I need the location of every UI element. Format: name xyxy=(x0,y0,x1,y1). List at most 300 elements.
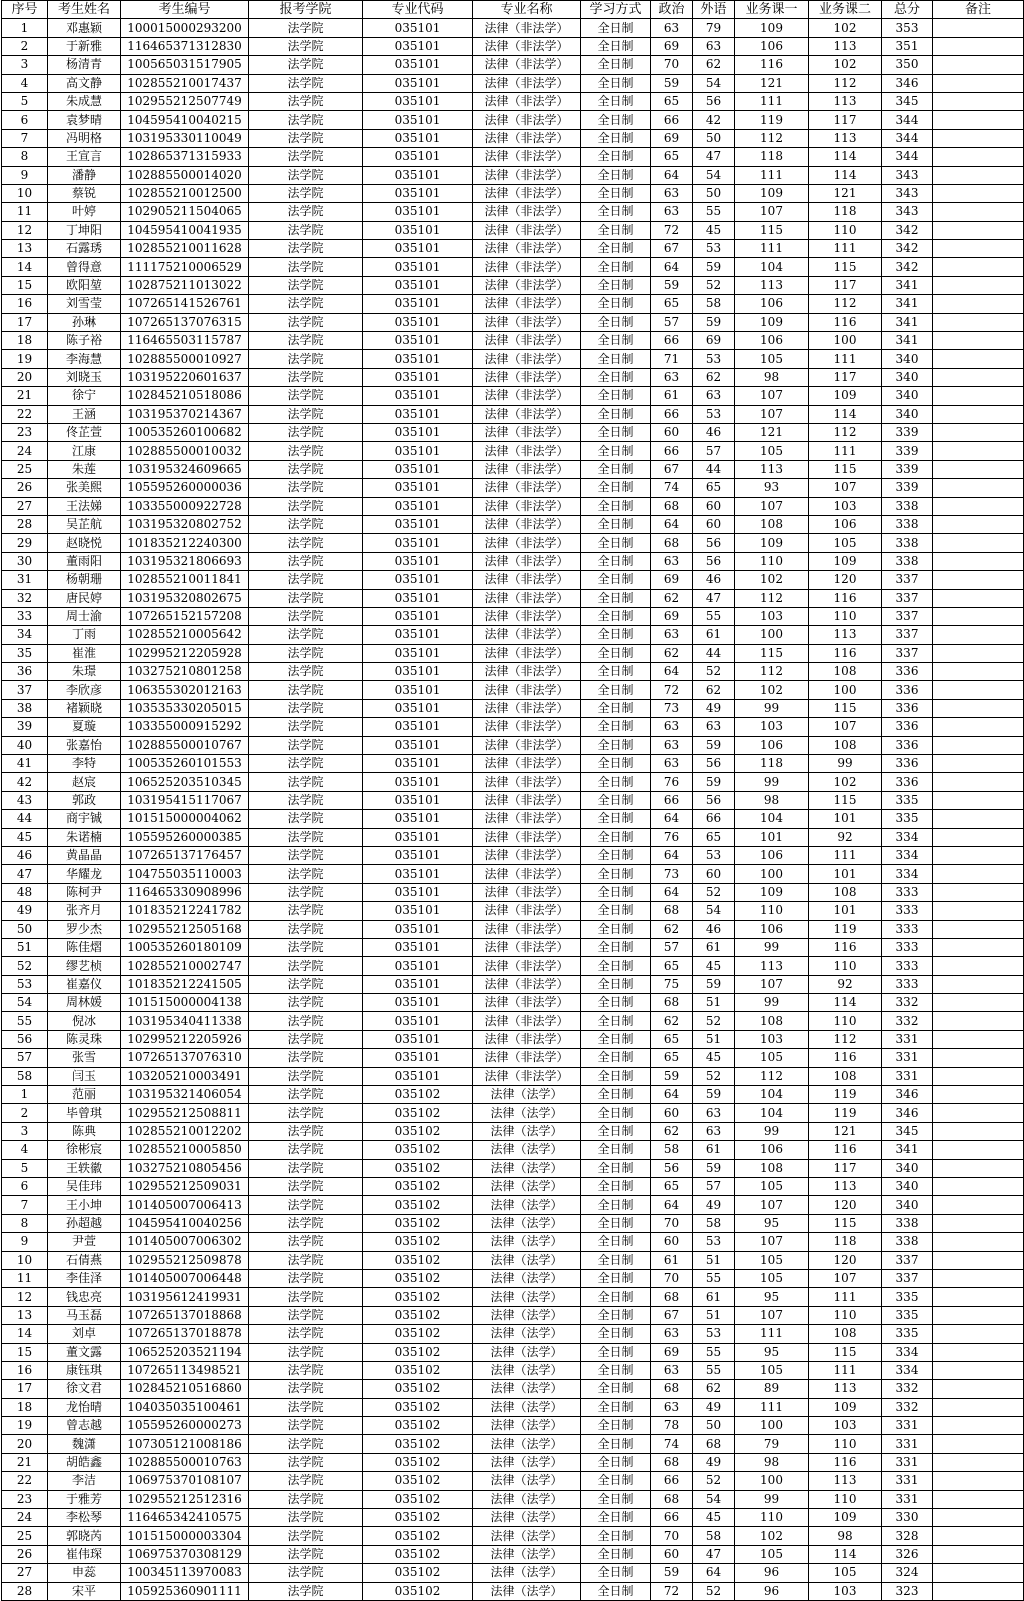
cell-college: 法学院 xyxy=(249,56,363,74)
cell-politics: 63 xyxy=(651,203,693,221)
cell-study-mode: 全日制 xyxy=(581,313,651,331)
cell-foreign-language: 49 xyxy=(693,1398,735,1416)
cell-exam-id: 101515000003304 xyxy=(121,1527,249,1545)
cell-study-mode: 全日制 xyxy=(581,791,651,809)
cell-exam-id: 104035035100461 xyxy=(121,1398,249,1416)
cell-index: 49 xyxy=(2,902,48,920)
cell-remarks xyxy=(933,957,1024,975)
cell-politics: 66 xyxy=(651,332,693,350)
cell-foreign-language: 65 xyxy=(693,479,735,497)
cell-foreign-language: 60 xyxy=(693,497,735,515)
cell-course-one: 79 xyxy=(735,1435,809,1453)
cell-remarks xyxy=(933,699,1024,717)
cell-course-two: 120 xyxy=(809,1196,882,1214)
cell-name: 曾得意 xyxy=(48,258,121,276)
cell-exam-id: 102865371315933 xyxy=(121,148,249,166)
cell-name: 夏璇 xyxy=(48,718,121,736)
cell-name: 申蕊 xyxy=(48,1564,121,1582)
cell-course-one: 105 xyxy=(735,1178,809,1196)
cell-course-two: 92 xyxy=(809,828,882,846)
cell-major-name: 法律（非法学） xyxy=(473,74,581,92)
cell-college: 法学院 xyxy=(249,1159,363,1177)
cell-exam-id: 102855210011841 xyxy=(121,571,249,589)
cell-course-two: 108 xyxy=(809,736,882,754)
table-row xyxy=(2,258,1024,276)
cell-course-two: 113 xyxy=(809,129,882,147)
cell-total: 341 xyxy=(882,295,933,313)
cell-total: 343 xyxy=(882,166,933,184)
cell-major-name: 法律（非法学） xyxy=(473,589,581,607)
cell-exam-id: 102955212507749 xyxy=(121,92,249,110)
cell-total: 335 xyxy=(882,810,933,828)
cell-college: 法学院 xyxy=(249,1417,363,1435)
cell-name: 朱璟 xyxy=(48,663,121,681)
cell-course-two: 111 xyxy=(809,1361,882,1379)
cell-index: 22 xyxy=(2,405,48,423)
cell-major-name: 法律（非法学） xyxy=(473,332,581,350)
table-row xyxy=(2,718,1024,736)
table-row xyxy=(2,846,1024,864)
cell-total: 344 xyxy=(882,148,933,166)
cell-index: 17 xyxy=(2,1380,48,1398)
cell-course-one: 101 xyxy=(735,828,809,846)
cell-remarks xyxy=(933,755,1024,773)
cell-major-code: 035101 xyxy=(363,589,473,607)
cell-index: 32 xyxy=(2,589,48,607)
cell-name: 陈佳熠 xyxy=(48,938,121,956)
cell-study-mode: 全日制 xyxy=(581,846,651,864)
cell-politics: 72 xyxy=(651,221,693,239)
cell-major-name: 法律（法学） xyxy=(473,1564,581,1582)
cell-index: 11 xyxy=(2,203,48,221)
cell-remarks xyxy=(933,534,1024,552)
cell-major-name: 法律（非法学） xyxy=(473,387,581,405)
table-row xyxy=(2,1361,1024,1379)
cell-course-one: 108 xyxy=(735,1012,809,1030)
cell-major-code: 035102 xyxy=(363,1527,473,1545)
cell-politics: 60 xyxy=(651,1104,693,1122)
cell-remarks xyxy=(933,773,1024,791)
cell-major-code: 035101 xyxy=(363,681,473,699)
cell-exam-id: 105595260000273 xyxy=(121,1417,249,1435)
cell-exam-id: 106975370108107 xyxy=(121,1472,249,1490)
cell-major-name: 法律（非法学） xyxy=(473,240,581,258)
cell-foreign-language: 61 xyxy=(693,626,735,644)
cell-remarks xyxy=(933,258,1024,276)
cell-course-two: 102 xyxy=(809,56,882,74)
cell-course-one: 118 xyxy=(735,755,809,773)
cell-college: 法学院 xyxy=(249,791,363,809)
cell-foreign-language: 61 xyxy=(693,1288,735,1306)
cell-politics: 74 xyxy=(651,479,693,497)
cell-politics: 66 xyxy=(651,111,693,129)
cell-major-code: 035102 xyxy=(363,1582,473,1600)
cell-foreign-language: 69 xyxy=(693,332,735,350)
cell-study-mode: 全日制 xyxy=(581,681,651,699)
cell-total: 337 xyxy=(882,626,933,644)
cell-course-two: 114 xyxy=(809,994,882,1012)
cell-foreign-language: 53 xyxy=(693,846,735,864)
cell-foreign-language: 51 xyxy=(693,1251,735,1269)
cell-total: 334 xyxy=(882,846,933,864)
cell-index: 6 xyxy=(2,111,48,129)
table-row xyxy=(2,221,1024,239)
cell-major-name: 法律（法学） xyxy=(473,1509,581,1527)
cell-study-mode: 全日制 xyxy=(581,552,651,570)
cell-college: 法学院 xyxy=(249,111,363,129)
cell-index: 29 xyxy=(2,534,48,552)
table-row xyxy=(2,773,1024,791)
cell-foreign-language: 59 xyxy=(693,975,735,993)
cell-study-mode: 全日制 xyxy=(581,1049,651,1067)
table-row xyxy=(2,92,1024,110)
cell-foreign-language: 49 xyxy=(693,699,735,717)
header-major-name: 专业名称 xyxy=(473,1,581,19)
header-study-mode: 学习方式 xyxy=(581,1,651,19)
cell-major-code: 035101 xyxy=(363,626,473,644)
cell-college: 法学院 xyxy=(249,1361,363,1379)
cell-exam-id: 107265137176457 xyxy=(121,846,249,864)
cell-exam-id: 103195370214367 xyxy=(121,405,249,423)
cell-politics: 63 xyxy=(651,718,693,736)
cell-exam-id: 106525203521194 xyxy=(121,1343,249,1361)
table-row xyxy=(2,1067,1024,1085)
cell-politics: 69 xyxy=(651,607,693,625)
cell-course-two: 115 xyxy=(809,699,882,717)
cell-college: 法学院 xyxy=(249,626,363,644)
table-row xyxy=(2,883,1024,901)
cell-index: 57 xyxy=(2,1049,48,1067)
cell-major-name: 法律（非法学） xyxy=(473,258,581,276)
cell-remarks xyxy=(933,350,1024,368)
cell-index: 9 xyxy=(2,1233,48,1251)
cell-index: 31 xyxy=(2,571,48,589)
cell-exam-id: 102855210005642 xyxy=(121,626,249,644)
cell-major-code: 035101 xyxy=(363,19,473,37)
cell-foreign-language: 47 xyxy=(693,1545,735,1563)
cell-total: 339 xyxy=(882,442,933,460)
cell-index: 26 xyxy=(2,479,48,497)
cell-study-mode: 全日制 xyxy=(581,699,651,717)
cell-major-code: 035102 xyxy=(363,1306,473,1324)
cell-major-code: 035101 xyxy=(363,773,473,791)
cell-politics: 66 xyxy=(651,791,693,809)
cell-college: 法学院 xyxy=(249,1435,363,1453)
cell-major-code: 035102 xyxy=(363,1564,473,1582)
cell-course-two: 110 xyxy=(809,1490,882,1508)
cell-remarks xyxy=(933,607,1024,625)
cell-major-name: 法律（非法学） xyxy=(473,497,581,515)
cell-study-mode: 全日制 xyxy=(581,332,651,350)
table-row xyxy=(2,571,1024,589)
cell-major-name: 法律（非法学） xyxy=(473,203,581,221)
cell-total: 346 xyxy=(882,74,933,92)
cell-total: 340 xyxy=(882,1178,933,1196)
cell-total: 336 xyxy=(882,736,933,754)
table-row xyxy=(2,240,1024,258)
cell-course-two: 108 xyxy=(809,1067,882,1085)
cell-major-name: 法律（法学） xyxy=(473,1104,581,1122)
cell-college: 法学院 xyxy=(249,350,363,368)
table-row xyxy=(2,1288,1024,1306)
cell-politics: 72 xyxy=(651,1582,693,1600)
cell-major-name: 法律（法学） xyxy=(473,1343,581,1361)
cell-total: 323 xyxy=(882,1582,933,1600)
cell-name: 宋平 xyxy=(48,1582,121,1600)
cell-study-mode: 全日制 xyxy=(581,1141,651,1159)
table-row xyxy=(2,1306,1024,1324)
cell-index: 28 xyxy=(2,1582,48,1600)
cell-course-one: 99 xyxy=(735,699,809,717)
cell-course-two: 113 xyxy=(809,1380,882,1398)
cell-name: 蔡锐 xyxy=(48,184,121,202)
cell-index: 20 xyxy=(2,1435,48,1453)
cell-name: 石露琇 xyxy=(48,240,121,258)
cell-politics: 69 xyxy=(651,129,693,147)
cell-remarks xyxy=(933,1509,1024,1527)
cell-college: 法学院 xyxy=(249,957,363,975)
cell-study-mode: 全日制 xyxy=(581,442,651,460)
cell-index: 21 xyxy=(2,387,48,405)
cell-politics: 65 xyxy=(651,957,693,975)
cell-remarks xyxy=(933,975,1024,993)
cell-politics: 69 xyxy=(651,571,693,589)
cell-major-name: 法律（非法学） xyxy=(473,129,581,147)
cell-college: 法学院 xyxy=(249,92,363,110)
cell-major-code: 035101 xyxy=(363,203,473,221)
cell-study-mode: 全日制 xyxy=(581,883,651,901)
table-row xyxy=(2,1086,1024,1104)
cell-name: 佟芷萱 xyxy=(48,423,121,441)
cell-total: 343 xyxy=(882,184,933,202)
cell-total: 336 xyxy=(882,755,933,773)
cell-course-two: 109 xyxy=(809,552,882,570)
cell-total: 330 xyxy=(882,1509,933,1527)
cell-study-mode: 全日制 xyxy=(581,902,651,920)
cell-index: 14 xyxy=(2,258,48,276)
cell-name: 王法娣 xyxy=(48,497,121,515)
cell-total: 332 xyxy=(882,1380,933,1398)
cell-major-name: 法律（法学） xyxy=(473,1417,581,1435)
cell-major-name: 法律（非法学） xyxy=(473,221,581,239)
cell-course-two: 121 xyxy=(809,184,882,202)
cell-major-name: 法律（法学） xyxy=(473,1545,581,1563)
table-row xyxy=(2,994,1024,1012)
table-row xyxy=(2,975,1024,993)
table-row xyxy=(2,1214,1024,1232)
cell-index: 54 xyxy=(2,994,48,1012)
cell-college: 法学院 xyxy=(249,1122,363,1140)
cell-major-name: 法律（非法学） xyxy=(473,791,581,809)
cell-index: 8 xyxy=(2,1214,48,1232)
cell-remarks xyxy=(933,19,1024,37)
cell-study-mode: 全日制 xyxy=(581,1343,651,1361)
cell-college: 法学院 xyxy=(249,423,363,441)
cell-total: 333 xyxy=(882,938,933,956)
cell-study-mode: 全日制 xyxy=(581,1306,651,1324)
cell-remarks xyxy=(933,736,1024,754)
cell-major-name: 法律（非法学） xyxy=(473,1012,581,1030)
cell-course-two: 109 xyxy=(809,1509,882,1527)
cell-major-code: 035102 xyxy=(363,1159,473,1177)
table-row xyxy=(2,166,1024,184)
cell-total: 333 xyxy=(882,883,933,901)
cell-exam-id: 100535260101553 xyxy=(121,755,249,773)
cell-total: 340 xyxy=(882,368,933,386)
table-row xyxy=(2,423,1024,441)
cell-major-name: 法律（非法学） xyxy=(473,111,581,129)
cell-study-mode: 全日制 xyxy=(581,405,651,423)
cell-foreign-language: 52 xyxy=(693,1067,735,1085)
cell-college: 法学院 xyxy=(249,166,363,184)
cell-major-name: 法律（非法学） xyxy=(473,313,581,331)
cell-foreign-language: 61 xyxy=(693,1141,735,1159)
cell-exam-id: 116465330908996 xyxy=(121,883,249,901)
cell-exam-id: 102955212508811 xyxy=(121,1104,249,1122)
table-row xyxy=(2,368,1024,386)
cell-course-one: 104 xyxy=(735,1086,809,1104)
cell-course-two: 117 xyxy=(809,1159,882,1177)
cell-index: 18 xyxy=(2,1398,48,1416)
cell-total: 343 xyxy=(882,203,933,221)
cell-index: 42 xyxy=(2,773,48,791)
cell-course-one: 103 xyxy=(735,607,809,625)
cell-exam-id: 105595260000036 xyxy=(121,479,249,497)
cell-index: 26 xyxy=(2,1545,48,1563)
cell-exam-id: 103195612419931 xyxy=(121,1288,249,1306)
cell-major-code: 035101 xyxy=(363,994,473,1012)
cell-study-mode: 全日制 xyxy=(581,1030,651,1048)
cell-college: 法学院 xyxy=(249,442,363,460)
cell-major-code: 035101 xyxy=(363,699,473,717)
cell-major-code: 035101 xyxy=(363,423,473,441)
cell-course-two: 116 xyxy=(809,589,882,607)
table-row xyxy=(2,1343,1024,1361)
cell-remarks xyxy=(933,1306,1024,1324)
cell-foreign-language: 55 xyxy=(693,1343,735,1361)
cell-major-code: 035101 xyxy=(363,607,473,625)
cell-total: 326 xyxy=(882,1545,933,1563)
cell-foreign-language: 55 xyxy=(693,1269,735,1287)
cell-foreign-language: 56 xyxy=(693,92,735,110)
cell-index: 53 xyxy=(2,975,48,993)
cell-study-mode: 全日制 xyxy=(581,994,651,1012)
cell-college: 法学院 xyxy=(249,1288,363,1306)
cell-major-name: 法律（非法学） xyxy=(473,699,581,717)
cell-total: 346 xyxy=(882,1086,933,1104)
cell-exam-id: 103195320802675 xyxy=(121,589,249,607)
cell-exam-id: 102845210516860 xyxy=(121,1380,249,1398)
cell-index: 25 xyxy=(2,460,48,478)
cell-study-mode: 全日制 xyxy=(581,1086,651,1104)
cell-name: 王轶徽 xyxy=(48,1159,121,1177)
cell-college: 法学院 xyxy=(249,920,363,938)
cell-college: 法学院 xyxy=(249,387,363,405)
cell-college: 法学院 xyxy=(249,74,363,92)
cell-foreign-language: 57 xyxy=(693,442,735,460)
cell-major-name: 法律（非法学） xyxy=(473,350,581,368)
cell-study-mode: 全日制 xyxy=(581,166,651,184)
cell-study-mode: 全日制 xyxy=(581,92,651,110)
cell-exam-id: 102855210012202 xyxy=(121,1122,249,1140)
cell-course-one: 95 xyxy=(735,1343,809,1361)
cell-index: 10 xyxy=(2,184,48,202)
table-row xyxy=(2,552,1024,570)
cell-remarks xyxy=(933,1233,1024,1251)
cell-remarks xyxy=(933,184,1024,202)
cell-exam-id: 107265137076315 xyxy=(121,313,249,331)
cell-study-mode: 全日制 xyxy=(581,1380,651,1398)
cell-politics: 66 xyxy=(651,405,693,423)
cell-course-one: 99 xyxy=(735,1122,809,1140)
table-row xyxy=(2,295,1024,313)
cell-college: 法学院 xyxy=(249,19,363,37)
cell-exam-id: 101515000004138 xyxy=(121,994,249,1012)
cell-course-two: 118 xyxy=(809,203,882,221)
header-row xyxy=(2,1,1024,19)
cell-course-one: 95 xyxy=(735,1288,809,1306)
cell-politics: 62 xyxy=(651,1012,693,1030)
header-course-two: 业务课二 xyxy=(809,1,882,19)
cell-course-two: 113 xyxy=(809,1178,882,1196)
cell-politics: 63 xyxy=(651,1325,693,1343)
cell-major-name: 法律（非法学） xyxy=(473,166,581,184)
cell-course-two: 108 xyxy=(809,883,882,901)
cell-study-mode: 全日制 xyxy=(581,1490,651,1508)
cell-college: 法学院 xyxy=(249,1141,363,1159)
cell-name: 商宇铖 xyxy=(48,810,121,828)
table-row xyxy=(2,736,1024,754)
cell-exam-id: 107265141526761 xyxy=(121,295,249,313)
cell-college: 法学院 xyxy=(249,405,363,423)
cell-major-name: 法律（法学） xyxy=(473,1527,581,1545)
cell-course-one: 106 xyxy=(735,1141,809,1159)
cell-index: 3 xyxy=(2,56,48,74)
cell-course-one: 113 xyxy=(735,957,809,975)
cell-major-code: 035102 xyxy=(363,1196,473,1214)
cell-study-mode: 全日制 xyxy=(581,534,651,552)
cell-study-mode: 全日制 xyxy=(581,663,651,681)
cell-total: 338 xyxy=(882,1233,933,1251)
cell-index: 39 xyxy=(2,718,48,736)
table-row xyxy=(2,810,1024,828)
cell-total: 342 xyxy=(882,258,933,276)
cell-course-two: 114 xyxy=(809,166,882,184)
cell-major-name: 法律（法学） xyxy=(473,1269,581,1287)
cell-name: 张齐月 xyxy=(48,902,121,920)
cell-total: 332 xyxy=(882,994,933,1012)
cell-name: 钱忠亮 xyxy=(48,1288,121,1306)
cell-total: 353 xyxy=(882,19,933,37)
cell-course-one: 104 xyxy=(735,810,809,828)
cell-major-name: 法律（非法学） xyxy=(473,515,581,533)
cell-foreign-language: 54 xyxy=(693,166,735,184)
cell-course-one: 105 xyxy=(735,1269,809,1287)
cell-exam-id: 102995212205926 xyxy=(121,1030,249,1048)
table-row xyxy=(2,1545,1024,1563)
cell-index: 22 xyxy=(2,1472,48,1490)
cell-name: 马玉磊 xyxy=(48,1306,121,1324)
cell-index: 47 xyxy=(2,865,48,883)
cell-study-mode: 全日制 xyxy=(581,368,651,386)
cell-total: 331 xyxy=(882,1030,933,1048)
cell-college: 法学院 xyxy=(249,368,363,386)
cell-course-one: 115 xyxy=(735,644,809,662)
cell-study-mode: 全日制 xyxy=(581,975,651,993)
cell-major-code: 035102 xyxy=(363,1086,473,1104)
cell-total: 345 xyxy=(882,1122,933,1140)
cell-foreign-language: 63 xyxy=(693,718,735,736)
